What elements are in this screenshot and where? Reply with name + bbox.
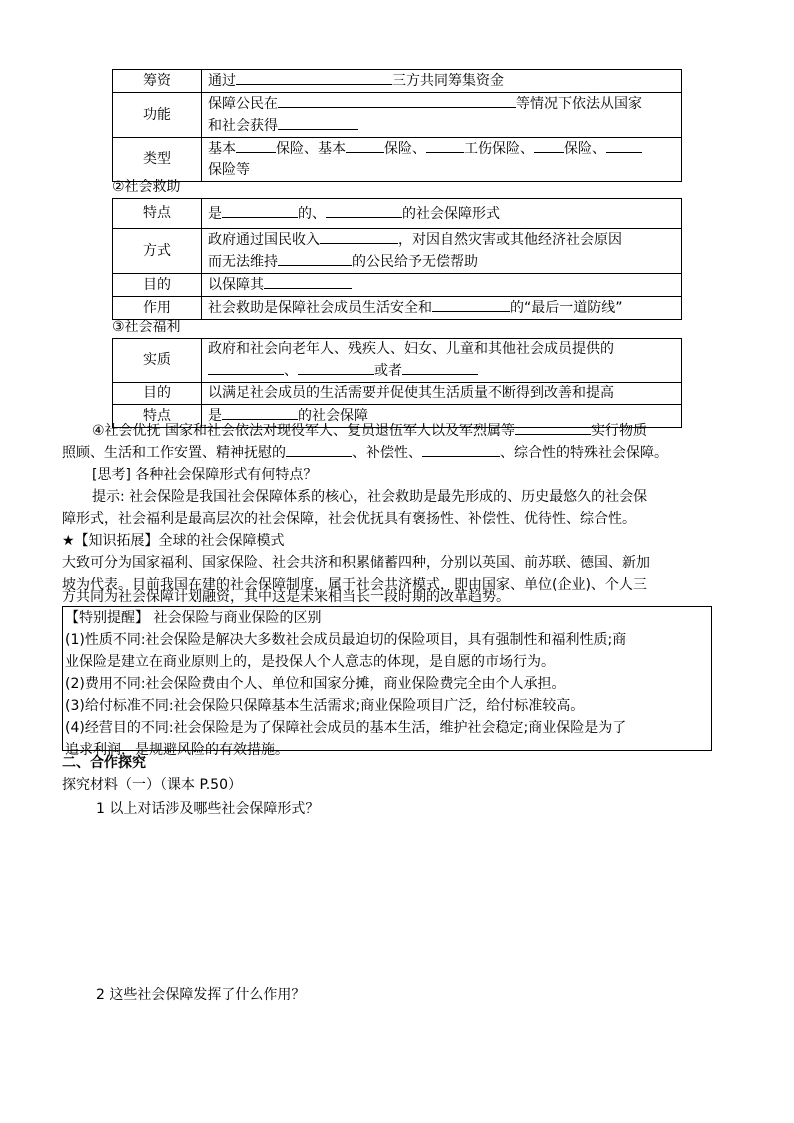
row-content: 通过 三方共同筹集资金 [202,70,682,93]
fill-blank[interactable] [236,138,276,153]
row-key: 作用 [113,297,202,320]
fill-blank[interactable] [286,442,352,457]
row-key: 实质 [113,339,202,383]
table-row [113,339,682,383]
fill-blank[interactable] [346,138,384,153]
fill-blank[interactable] [422,442,500,457]
row-key: 方式 [113,229,202,274]
extension-title: ★【知识拓展】全球的社会保障模式 [62,533,285,549]
fill-blank[interactable] [606,138,642,153]
special-care-line-2: 照顾、生活和工作安置、精神抚慰的 、补偿性、 、综合性的特殊社会保障。 [62,442,734,464]
think-answer-line-2: 障形式，社会福利是最高层次的社会保障，社会优抚具有褒扬性、补偿性、优待性、综合性。 [62,511,636,527]
section-two-title: 二、合作探究 [62,755,146,771]
extension-line-3: 方共同为社会保障计划融资，其中这是未来相当长一段时期的改革趋势。 [62,589,510,605]
question-1: 1 以上对话涉及哪些社会保障形式？ [96,801,320,817]
think-question: [思考] 各种社会保障形式有何特点？ [92,467,318,483]
fill-blank[interactable] [278,115,358,130]
row-content: 社会救助是保障社会成员生活安全和 的“最后一道防线” [202,297,682,320]
row-content: 以保障其 [202,274,682,297]
row-key: 目的 [113,274,202,297]
welfare-heading: ③社会福利 [112,319,181,335]
table-row [113,274,682,297]
question-2: 2 这些社会保障发挥了什么作用？ [96,987,306,1003]
row-key: 功能 [113,93,202,138]
row-content: 是 的、 的社会保障形式 [202,199,682,229]
row-content: 政府通过国民收入 ，对因自然灾害或其他经济社会原因 而无法维持 的公民给予无偿帮助 [202,229,682,274]
table-row [113,383,682,405]
table-row [113,199,682,229]
extension-line-2: 坡为代表。目前我国在建的社会保障制度，属于社会共济模式，即由国家、单位(企业)、个人三 [62,577,647,593]
fill-blank[interactable] [426,138,464,153]
reminder-item-2: (2)费用不同:社会保险费由个人、单位和国家分摊，商业保险费完全由个人承担。 [65,676,566,692]
row-key: 特点 [113,405,202,428]
row-content: 政府和社会向老年人、残疾人、妇女、儿童和其他社会成员提供的 、 或者 [202,339,682,383]
fill-blank[interactable] [515,420,591,435]
fill-blank[interactable] [432,297,510,312]
reminder-item-4b: 追求利润，是规避风险的有效措施。 [65,742,289,758]
row-content: 是 的社会保障 [202,405,682,428]
reminder-item-1b: 业保险是建立在商业原则上的，是投保人个人意志的体现，是自愿的市场行为。 [65,654,555,670]
fill-blank[interactable] [320,229,398,244]
fill-blank[interactable] [534,138,564,153]
welfare-table [112,338,682,428]
relief-table [112,198,682,320]
row-key: 筹资 [113,70,202,93]
row-content: 以满足社会成员的生活需要并促使其生活质量不断得到改善和提高 [202,383,682,405]
fill-blank[interactable] [222,203,298,218]
fill-blank[interactable] [208,360,284,375]
relief-heading: ②社会救助 [112,179,181,195]
reminder-title: 【特别提醒】 社会保险与商业保险的区别 [65,610,322,626]
fill-blank[interactable] [278,251,352,266]
fill-blank[interactable] [326,203,402,218]
row-key: 特点 [113,199,202,229]
table-row [113,229,682,274]
fill-blank[interactable] [222,405,298,420]
special-care-line-1: ④社会优抚 国家和社会依法对现役军人、复员退伍军人以及军烈属等 实行物质 [92,420,764,442]
reminder-item-1a: (1)性质不同:社会保险是解决大多数社会成员最迫切的保险项目，具有强制性和福利性质;商 [65,632,627,648]
table-row [113,93,682,138]
special-reminder-box [62,606,712,758]
row-key: 目的 [113,383,202,405]
material-title: 探究材料（一）（课本 P.50） [62,777,242,793]
reminder-item-3: (3)给付标准不同:社会保险只保障基本生活需求;商业保险项目广泛，给付标准较高。 [65,698,585,714]
fill-blank[interactable] [278,93,516,108]
table-row [113,70,682,93]
extension-line-1: 大致可分为国家福利、国家保险、社会共济和积累储蓄四种，分别以英国、前苏联、德国、新加 [62,555,650,571]
think-answer-line-1: 提示: 社会保险是我国社会保障体系的核心，社会救助是最先形成的、历史最悠久的社会保 [92,489,648,505]
fill-blank[interactable] [298,360,374,375]
table-row [113,138,682,182]
fill-blank[interactable] [236,70,392,85]
reminder-item-4a: (4)经营目的不同:社会保险是为了保障社会成员的基本生活，维护社会稳定;商业保险是为了 [65,720,627,736]
row-content: 保障公民在 等情况下依法从国家 和社会获得 [202,93,682,138]
row-key: 类型 [113,138,202,182]
row-content: 基本 保险、基本 保险、 工伤保险、 保险、 保险等 [202,138,682,182]
fill-blank[interactable] [402,360,478,375]
insurance-table [112,69,682,182]
fill-blank[interactable] [264,274,352,289]
